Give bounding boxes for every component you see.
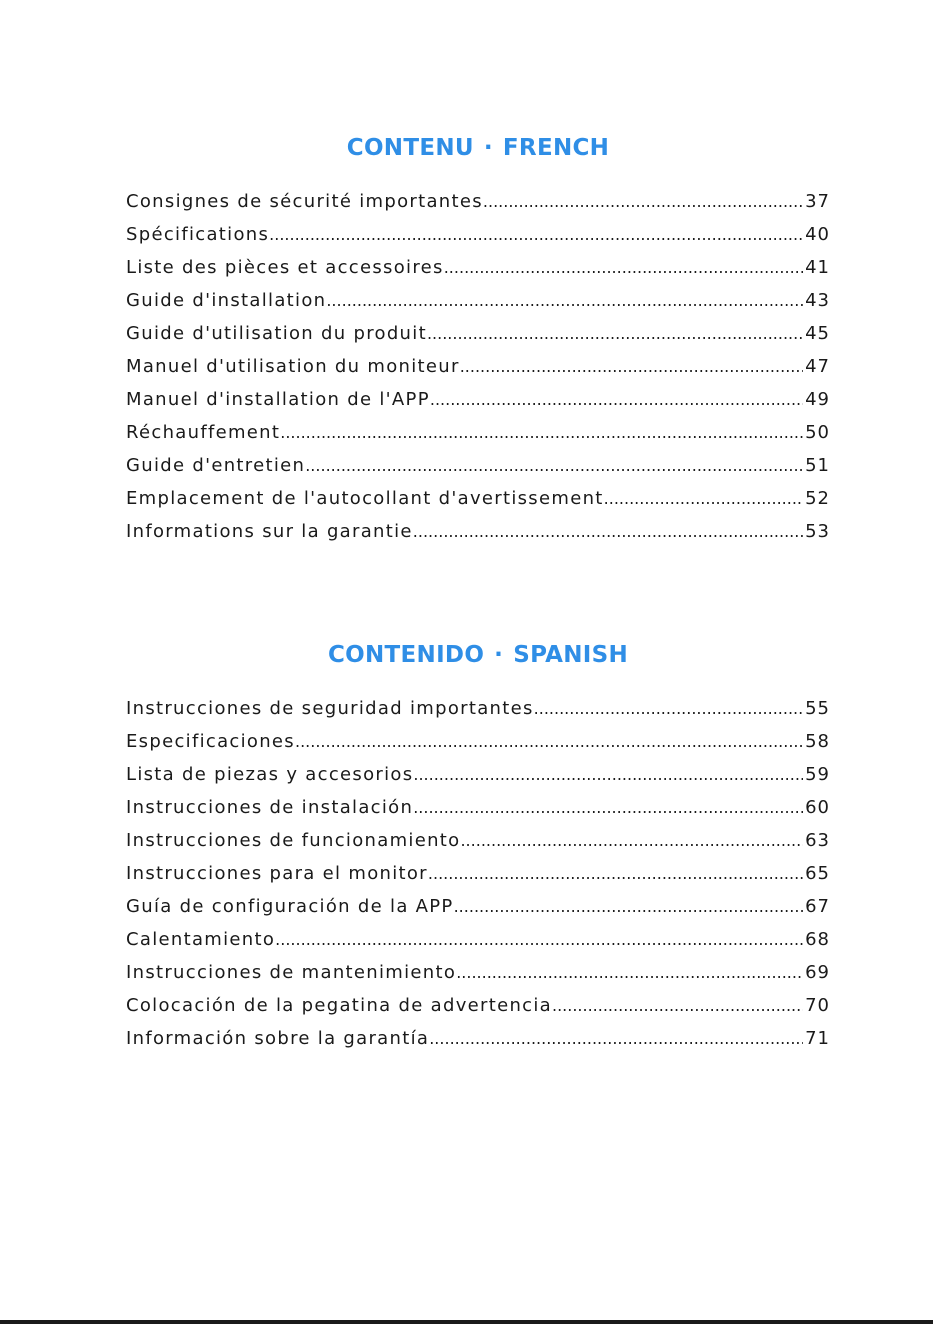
toc-entry-page-number: 49: [805, 389, 830, 410]
section-title-language: SPANISH: [513, 642, 629, 668]
toc-entry-page-number: 63: [805, 830, 830, 851]
toc-dot-leader: [280, 416, 803, 449]
toc-dot-leader: [413, 515, 803, 548]
toc-dot-leader: [295, 725, 803, 758]
toc-dot-leader: [305, 449, 803, 482]
toc-entry-page-number: 37: [805, 191, 830, 212]
toc-entry[interactable]: [126, 482, 830, 515]
toc-dot-leader: [483, 185, 803, 218]
toc-list-french: [126, 185, 830, 548]
toc-entry[interactable]: [126, 725, 830, 758]
toc-entry[interactable]: [126, 185, 830, 218]
toc-entry-page-number: 40: [805, 224, 830, 245]
toc-entry-page-number: 45: [805, 323, 830, 344]
toc-entry-page-number: 50: [805, 422, 830, 443]
toc-entry[interactable]: [126, 824, 830, 857]
section-title-separator: ·: [483, 135, 493, 161]
toc-entry[interactable]: [126, 890, 830, 923]
toc-entry-label: Instrucciones para el monitor: [126, 863, 428, 884]
toc-entry-label: Réchauffement: [126, 422, 281, 443]
toc-dot-leader: [326, 284, 803, 317]
section-title-spanish: [126, 638, 830, 672]
toc-dot-leader: [427, 317, 803, 350]
toc-entry-label: Manuel d'utilisation du moniteur: [126, 356, 460, 377]
toc-entry-label: Calentamiento: [126, 929, 276, 950]
toc-dot-leader: [269, 218, 803, 251]
toc-entry-label: Guide d'installation: [126, 290, 327, 311]
toc-entry-label: Guía de configuración de la APP: [126, 896, 454, 917]
toc-entry-label: Informations sur la garantie: [126, 521, 413, 542]
toc-dot-leader: [413, 791, 803, 824]
toc-entry-label: Manuel d'installation de l'APP: [126, 389, 430, 410]
toc-dot-leader: [428, 857, 803, 890]
toc-entry-label: Emplacement de l'autocollant d'avertissement: [126, 488, 604, 509]
toc-entry[interactable]: [126, 1022, 830, 1055]
toc-dot-leader: [534, 692, 803, 725]
toc-entry-label: Instrucciones de seguridad importantes: [126, 698, 534, 719]
toc-dot-leader: [456, 956, 803, 989]
toc-entry-page-number: 60: [805, 797, 830, 818]
toc-entry-page-number: 47: [805, 356, 830, 377]
toc-entry-page-number: 58: [805, 731, 830, 752]
toc-entry[interactable]: [126, 218, 830, 251]
toc-entry-page-number: 71: [805, 1028, 830, 1049]
toc-dot-leader: [460, 350, 803, 383]
section-title-main: CONTENU: [346, 135, 474, 161]
toc-entry[interactable]: [126, 284, 830, 317]
toc-entry-page-number: 59: [805, 764, 830, 785]
toc-entry-label: Liste des pièces et accessoires: [126, 257, 444, 278]
section-title-language: FRENCH: [502, 135, 610, 161]
toc-entry[interactable]: [126, 923, 830, 956]
toc-entry-page-number: 68: [805, 929, 830, 950]
toc-entry-label: Spécifications: [126, 224, 270, 245]
toc-entry-label: Lista de piezas y accesorios: [126, 764, 414, 785]
toc-dot-leader: [454, 890, 804, 923]
section-title-french: [126, 131, 830, 165]
toc-dot-leader: [413, 758, 803, 791]
toc-entry-page-number: 70: [805, 995, 830, 1016]
toc-entry[interactable]: [126, 692, 830, 725]
toc-entry[interactable]: [126, 758, 830, 791]
toc-entry-page-number: 52: [805, 488, 830, 509]
toc-entry[interactable]: [126, 989, 830, 1022]
toc-dot-leader: [460, 824, 803, 857]
toc-entry[interactable]: [126, 383, 830, 416]
toc-entry-label: Instrucciones de instalación: [126, 797, 414, 818]
toc-dot-leader: [275, 923, 803, 956]
toc-entry[interactable]: [126, 515, 830, 548]
toc-entry-page-number: 53: [805, 521, 830, 542]
toc-entry-label: Guide d'utilisation du produit: [126, 323, 427, 344]
toc-entry-label: Colocación de la pegatina de advertencia: [126, 995, 552, 1016]
section-title-main: CONTENIDO: [327, 642, 485, 668]
toc-entry[interactable]: [126, 449, 830, 482]
toc-dot-leader: [429, 1022, 803, 1055]
toc-entry-page-number: 67: [805, 896, 830, 917]
toc-section-french: [126, 131, 830, 548]
toc-dot-leader: [552, 989, 803, 1022]
toc-entry[interactable]: [126, 350, 830, 383]
toc-dot-leader: [444, 251, 803, 284]
toc-entry-label: Guide d'entretien: [126, 455, 306, 476]
toc-entry-page-number: 43: [805, 290, 830, 311]
toc-entry[interactable]: [126, 956, 830, 989]
toc-entry-page-number: 41: [805, 257, 830, 278]
toc-entry-page-number: 55: [805, 698, 830, 719]
toc-dot-leader: [604, 482, 803, 515]
toc-dot-leader: [430, 383, 803, 416]
toc-entry-page-number: 65: [805, 863, 830, 884]
toc-entry[interactable]: [126, 416, 830, 449]
toc-section-spanish: [126, 638, 830, 1055]
toc-entry[interactable]: [126, 251, 830, 284]
bottom-rule: [0, 1320, 933, 1324]
toc-entry[interactable]: [126, 791, 830, 824]
section-title-separator: ·: [494, 642, 504, 668]
toc-entry-label: Consignes de sécurité importantes: [126, 191, 483, 212]
toc-entry-label: Información sobre la garantía: [126, 1028, 430, 1049]
toc-list-spanish: [126, 692, 830, 1055]
toc-entry-label: Instrucciones de funcionamiento: [126, 830, 461, 851]
toc-entry-label: Instrucciones de mantenimiento: [126, 962, 457, 983]
toc-entry[interactable]: [126, 857, 830, 890]
toc-entry-page-number: 69: [805, 962, 830, 983]
toc-entry-label: Especificaciones: [126, 731, 295, 752]
toc-entry[interactable]: [126, 317, 830, 350]
toc-entry-page-number: 51: [805, 455, 830, 476]
